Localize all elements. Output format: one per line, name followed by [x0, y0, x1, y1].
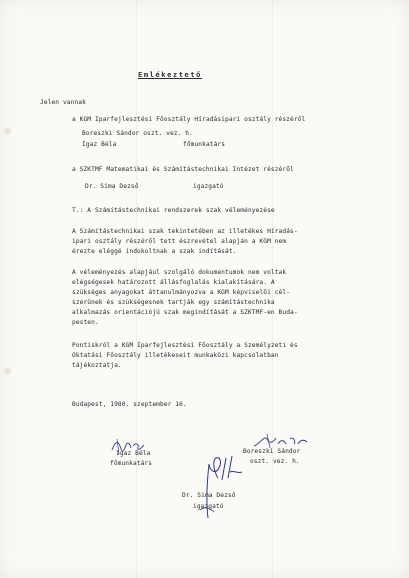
signature-name-boreszki: Boreszki Sándor — [243, 448, 301, 455]
signature-title-sima: igazgató — [193, 503, 224, 510]
present-heading: Jelen vannak — [40, 99, 86, 106]
attendee-igaz-name: Igaz Béla — [82, 141, 117, 148]
attendee-sima-name: Dr. Sima Dezső — [85, 183, 139, 190]
paragraph-line: pesten. — [72, 319, 99, 326]
signature-title-igaz: főmunkatárs — [110, 460, 153, 467]
paragraph-line: szerűnek és szükségesnek tartják egy számítástechnika — [72, 299, 275, 306]
paragraph-line: Oktatási Főosztály illetékeseit munkaközi kapcsolatban — [72, 352, 279, 359]
punch-hole — [4, 368, 11, 375]
present-org-szktmf: a SZKTMF Matematikai és Számítástechnikai Intézet részéről — [72, 166, 294, 173]
present-org-kgm: a KGM Iparfejlesztési Főosztály Híradásipari osztály részéről — [72, 116, 306, 123]
attendee-boreszki: Boreszki Sándor oszt. vez. h. — [82, 130, 193, 137]
date-line: Budapest, 1980. szeptember 16. — [72, 401, 187, 408]
paragraph-line: elégségesek határozott állásfoglalás kialakítására. A — [72, 279, 275, 286]
signature-title-boreszki: oszt. vez. h. — [250, 458, 300, 465]
paragraph-line: ipari osztály részéről tett észrevétel alapján a KGM nem — [72, 238, 287, 245]
paragraph-line: szükséges anyagokat áttanulmányozva a KGM képviselői cél- — [72, 289, 291, 296]
signature-name-sima: Dr. Sima Dezső — [182, 492, 236, 499]
paragraph-line: Pontiskról a KGM Iparfejlesztési Főosztály a Személyzeti és — [72, 342, 298, 349]
attendee-sima-title: igazgató — [193, 183, 224, 190]
signature-sima — [192, 452, 252, 522]
subject-line: T.: A Számítástechnikai rendszerek szak véleményezése — [72, 207, 275, 214]
paragraph-line: érezte eléggé indokoltnak a szak indítását. — [72, 248, 237, 255]
paragraph-line: A Számítástechnikai szak tekintetében az illetékes Híradás- — [72, 228, 298, 235]
attendee-igaz-title: főmunkatárs — [183, 141, 226, 148]
document-title: Emlékeztető — [138, 71, 202, 79]
punch-hole — [4, 128, 11, 135]
paragraph-line: tájékoztatja. — [72, 362, 122, 369]
paragraph-line: alkalmazás orientációjú szak megindítását a SZKTMF-en Buda- — [72, 309, 298, 316]
signature-name-igaz: Igaz Béla — [116, 450, 151, 457]
paragraph-line: A véleményezés alapjául szolgáló dokumentumok nem voltak — [72, 269, 287, 276]
